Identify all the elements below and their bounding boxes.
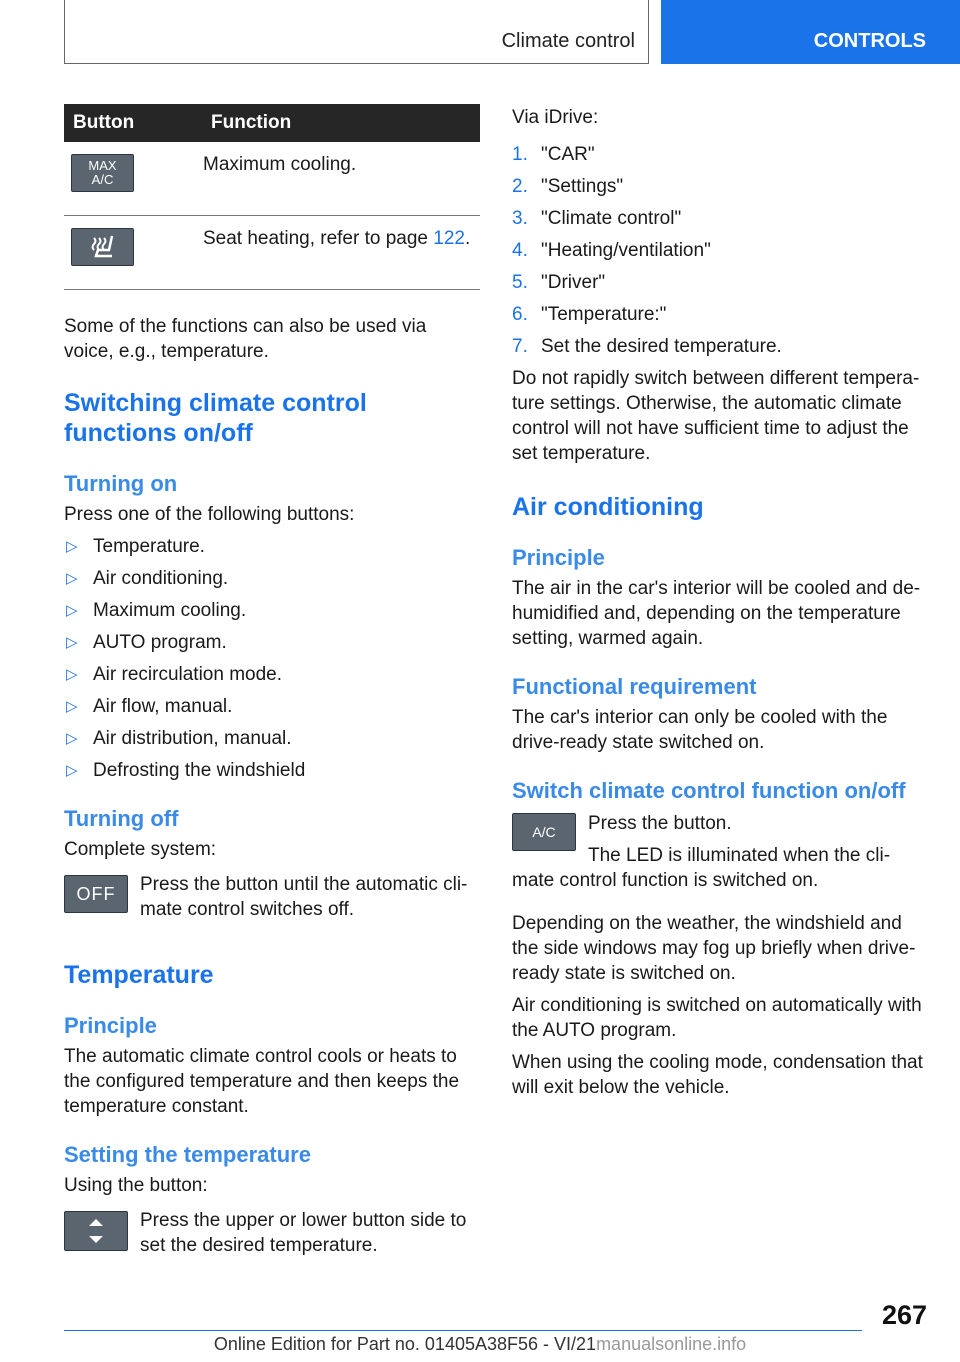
list-item: 1. "CAR" (512, 144, 595, 165)
table-header-button: Button (64, 104, 189, 142)
footer-divider (64, 1330, 862, 1331)
watermark: manualsonline.info (596, 1334, 747, 1354)
auto-text: Air conditioning is switched on automatically with the AUTO program. (512, 995, 922, 1041)
turning-off-text: Complete system: (64, 839, 217, 860)
switching-heading: Switching climate control functions on/off (64, 389, 367, 447)
list-item: 6. "Temperature:" (512, 304, 667, 325)
list-item: 7. Set the desired temperature. (512, 336, 782, 357)
list-item: ▷ Temperature. (66, 536, 205, 557)
table-row (64, 216, 480, 290)
ac-heading: Air conditioning (512, 493, 704, 521)
list-item: 4. "Heating/ventilation" (512, 240, 711, 261)
max-ac-icon-line2: A/C (91, 172, 114, 187)
principle-text: The automatic climate control cools or heats to the configured temperature and then keeps the temperature constant. (64, 1046, 460, 1117)
bullet-icon: ▷ (66, 634, 78, 651)
ac-principle-heading: Principle (512, 545, 605, 570)
list-item: 5. "Driver" (512, 272, 606, 293)
list-item: ▷ Air recirculation mode. (66, 664, 283, 685)
max-ac-icon-line1: MAX (88, 158, 117, 173)
switch-ac-heading: Switch climate control function on/off (512, 778, 906, 803)
turning-on-heading: Turning on (64, 471, 178, 496)
switch-warning: Do not rapidly switch between different tempera-ture settings. Otherwise, the automatic climate control will not have sufficient time to adjust the set temperature. (512, 368, 920, 464)
page-number: 267 (881, 1300, 927, 1330)
ac-button-icon: A/C (512, 813, 576, 851)
ac-principle-text: The air in the car's interior will be cooled and de-humidified and, depending on the temperature setting, warmed again. (512, 578, 921, 649)
page-link-122[interactable]: 122 (433, 228, 465, 249)
setting-heading: Setting the temperature (64, 1142, 311, 1167)
list-item: ▷ Air conditioning. (66, 568, 229, 589)
section-title: Climate control (501, 30, 635, 52)
button-function-table (64, 104, 480, 290)
setting-text: Using the button: (64, 1175, 208, 1196)
idrive-steps (512, 142, 928, 359)
press-button-text: Press the button. (588, 813, 732, 834)
footer-edition (0, 1334, 960, 1355)
right-column (512, 104, 928, 1100)
list-item: ▷ Air flow, manual. (66, 696, 233, 717)
functional-requirement-heading: Functional requirement (512, 674, 757, 699)
voice-intro: Some of the functions can also be used via voice, e.g., temperature. (64, 316, 427, 362)
condensation-text: When using the cooling mode, condensation that will exit below the vehicle. (512, 1052, 923, 1098)
list-item: 3. "Climate control" (512, 208, 682, 229)
max-ac-icon (71, 154, 134, 192)
functional-requirement-text: The car's interior can only be cooled with the drive-ready state switched on. (512, 707, 888, 753)
bullet-icon: ▷ (66, 570, 78, 587)
table-header-function: Function (189, 104, 480, 142)
temperature-rocker-icon (64, 1211, 128, 1251)
chapter-tab[interactable]: CONTROLS (661, 0, 960, 64)
seat-heating-icon (71, 228, 134, 266)
off-button-icon: OFF (64, 875, 128, 913)
turning-off-heading: Turning off (64, 806, 179, 831)
rocker-row (64, 1208, 480, 1258)
edition-text: Online Edition for Part no. 01405A38F56 - VI/21 (213, 1334, 597, 1354)
bullet-icon: ▷ (66, 762, 78, 779)
table-row (64, 142, 480, 216)
bullet-icon: ▷ (66, 538, 78, 555)
list-item: ▷ AUTO program. (66, 632, 227, 653)
bullet-icon: ▷ (66, 666, 78, 683)
seat-heating-text-end: . (464, 228, 471, 249)
list-item: ▷ Maximum cooling. (66, 600, 247, 621)
off-row (64, 872, 480, 922)
table-cell-function (189, 216, 480, 290)
seat-heating-text: Seat heating, refer to page (203, 228, 434, 249)
bullet-icon: ▷ (66, 730, 78, 747)
bullet-icon: ▷ (66, 698, 78, 715)
left-column (64, 104, 480, 1258)
table-cell-function: Maximum cooling. (189, 142, 480, 216)
principle-heading: Principle (64, 1013, 157, 1038)
turning-on-text: Press one of the following buttons: (64, 504, 355, 525)
list-item: ▷ Defrosting the windshield (66, 760, 306, 781)
bullet-icon: ▷ (66, 602, 78, 619)
fog-text: Depending on the weather, the windshield and the side windows may fog up briefly when drive-ready state is switched on. (512, 913, 916, 984)
temperature-heading: Temperature (64, 961, 214, 989)
ac-row (512, 811, 928, 893)
off-text: Press the button until the automatic cli-mate control switches off. (140, 874, 468, 920)
list-item: ▷ Air distribution, manual. (66, 728, 292, 749)
via-idrive: Via iDrive: (512, 107, 599, 128)
led-text: The LED is illuminated when the cli-mate control function is switched on. (512, 845, 891, 891)
list-item: 2. "Settings" (512, 176, 624, 197)
rocker-text: Press the upper or lower button side to set the desired temperature. (140, 1210, 467, 1256)
turning-on-list (64, 534, 480, 783)
